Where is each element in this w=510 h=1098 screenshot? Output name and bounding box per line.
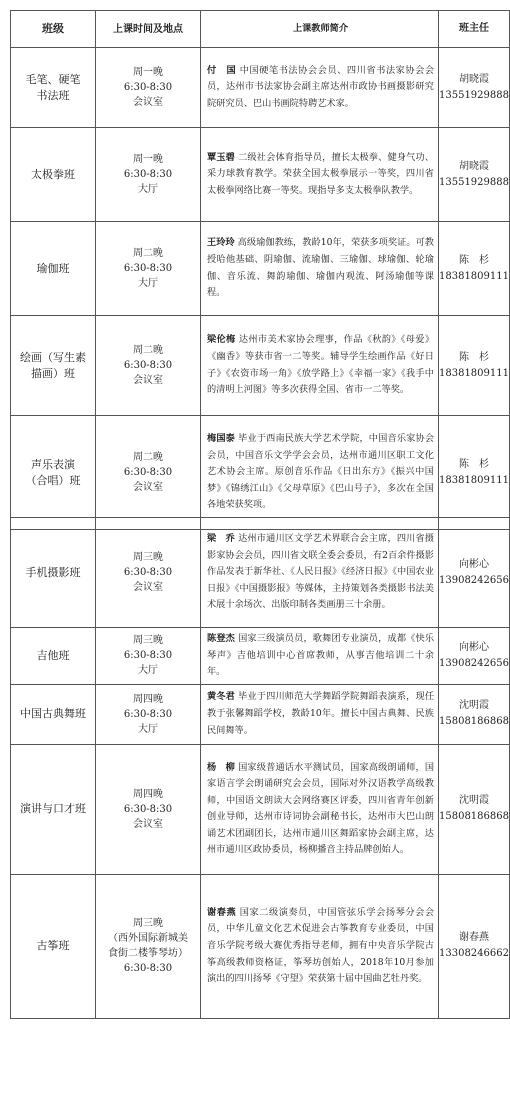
table-header-row [11, 11, 510, 48]
time-place-line: 6:30-8:30 [123, 263, 173, 274]
header-time-place: 上课时间及地点 [96, 11, 201, 48]
teacher-intro-cell [201, 128, 439, 222]
time-place-cell [96, 416, 201, 530]
head-teacher-cell [439, 222, 510, 316]
time-place-line: 6:30-8:30 [123, 467, 173, 478]
teacher-name: 谢春燕 [207, 906, 237, 918]
class-name-line: 手机摄影班 [25, 565, 81, 579]
class-name-line: 书法班 [36, 88, 70, 102]
table-body-2 [11, 518, 510, 1019]
head-teacher-cell [439, 874, 510, 1018]
class-name-cell [11, 128, 96, 222]
time-place-line: 周四晚 [133, 693, 163, 705]
time-place-line: 周三晚 [133, 552, 163, 563]
class-name-line: 毛笔、硬笔 [25, 72, 81, 86]
table-row [11, 416, 510, 530]
head-teacher-name: 陈 杉 [459, 351, 489, 363]
class-name-cell [11, 48, 96, 128]
time-place-line: 食街二楼筝琴坊） [108, 948, 188, 960]
time-place-line: 周二晚 [133, 345, 163, 356]
table-body-1 [11, 48, 510, 530]
teacher-bio: 国家级普通话水平测试员，国家高级朗诵师，国家语言学会朗诵研究会会员，国际对外汉语教学高级教师，中国语文朗读大会网络赛区评委，四川省青年创新创业导师，达州市诗词协会副秘书长，达州市大巴山朗诵艺术团副团长，达州市通川区舞蹈家协会副主席，达州市通川区政协委员，杨柳播音主持品牌创始人。 [207, 761, 435, 856]
table-row [11, 48, 510, 128]
teacher-intro-cell [201, 628, 439, 685]
time-place-line: 会议室 [133, 97, 163, 108]
head-teacher-phone: 18381809111 [439, 367, 509, 379]
teacher-intro-cell [201, 684, 439, 744]
teacher-intro-cell [201, 416, 439, 530]
table-row [11, 128, 510, 222]
head-teacher-phone: 15808186868 [439, 811, 509, 823]
time-place-cell [96, 744, 201, 874]
time-place-cell [96, 316, 201, 416]
table-row [11, 628, 510, 685]
time-place-cell [96, 874, 201, 1018]
teacher-name: 黄冬君 [207, 691, 236, 703]
time-place-line: 周四晚 [133, 788, 163, 800]
header-class: 班级 [11, 11, 96, 48]
time-place-line: 周二晚 [133, 248, 163, 259]
time-place-line: 6:30-8:30 [123, 82, 173, 93]
head-teacher-phone: 13908242656 [439, 657, 509, 669]
table-row [11, 874, 510, 1018]
class-name-line: 古筝班 [36, 939, 70, 953]
head-teacher-phone: 13551929888 [439, 89, 509, 101]
time-place-line: 会议室 [133, 482, 163, 493]
teacher-name: 梅国泰 [207, 433, 236, 445]
class-name-cell [11, 744, 96, 874]
time-place-cell [96, 628, 201, 685]
head-teacher-phone: 18381809111 [439, 474, 509, 486]
table-row [11, 684, 510, 744]
teacher-name: 陈登杰 [207, 633, 236, 644]
teacher-bio: 国家三级演员员，歌舞团专业演员，成都《快乐琴声》吉他培训中心首席教师，从事吉他培训二十余年。 [207, 633, 435, 678]
head-teacher-name: 沈明霞 [459, 795, 489, 807]
teacher-bio: 高级瑜伽教练，教龄10年，荣获多项奖证。可教授哈他基础、阴瑜伽、流瑜伽、三瑜伽、球瑜伽、轮瑜伽、音乐流、舞韵瑜伽、瑜伽内观流、阿汤瑜伽等课程。 [207, 237, 434, 299]
time-place-line: 周三晚 [133, 635, 163, 647]
head-teacher-phone: 15808186868 [439, 716, 509, 728]
head-teacher-cell [439, 316, 510, 416]
class-name-line: 太极拳班 [31, 167, 75, 181]
time-place-line: 6:30-8:30 [123, 708, 173, 720]
head-teacher-phone: 18381809111 [439, 270, 509, 282]
teacher-name: 王玲玲 [207, 237, 235, 249]
time-place-line: 6:30-8:30 [123, 803, 173, 815]
header-head-teacher: 班主任 [439, 11, 510, 48]
head-teacher-name: 陈 杉 [459, 254, 489, 266]
class-name-line: 演讲与口才班 [20, 802, 86, 816]
time-place-line: 会议室 [133, 582, 163, 593]
time-place-cell [96, 518, 201, 628]
head-teacher-name: 向彬心 [459, 558, 489, 570]
teacher-name: 梁伦梅 [207, 334, 236, 346]
time-place-line: 6:30-8:30 [123, 963, 173, 975]
time-place-line: 大厅 [138, 723, 158, 735]
time-place-line: 会议室 [133, 375, 163, 386]
class-name-line: 描画）班 [31, 366, 75, 380]
table-row [11, 316, 510, 416]
teacher-bio: 毕业于四川师范大学舞蹈学院舞蹈表演系，现任教于张馨舞蹈学校，教龄10年。擅长中国古典舞、民族民间舞等。 [207, 691, 435, 736]
teacher-name: 梁 乔 [207, 533, 236, 545]
time-place-line: 会议室 [133, 818, 163, 830]
class-name-cell [11, 316, 96, 416]
time-place-line: 大厅 [138, 665, 158, 677]
teacher-bio: 达州市通川区文学艺术界联合会主席，四川省摄影家协会会员，四川省文联全委会委员，有2百余件摄影作品发表于新华社、《人民日报》《经济日报》《中国农业日报》《中国摄影报》等媒体，主持策划各类摄影书法美术展十余场次、出版印制各类画册三十余册。 [207, 533, 435, 611]
table-row [11, 744, 510, 874]
teacher-name: 杨 柳 [207, 761, 236, 773]
table-row [11, 518, 510, 628]
class-name-cell [11, 628, 96, 685]
class-name-cell [11, 684, 96, 744]
time-place-line: 周一晚 [133, 154, 163, 165]
head-teacher-phone: 13551929888 [439, 176, 509, 188]
head-teacher-name: 谢春燕 [459, 932, 489, 944]
time-place-line: 6:30-8:30 [123, 360, 173, 371]
teacher-intro-cell [201, 316, 439, 416]
time-place-cell [96, 48, 201, 128]
time-place-cell [96, 684, 201, 744]
class-name-line: 声乐表演 [31, 457, 75, 471]
teacher-bio: 二级社会体育指导员，擅长太极拳、健身气功、采力球教育教学。荣获全国太极拳展示一等奖，四川省太极拳网络比赛一等奖。现指导多支太极拳队教学。 [207, 151, 435, 196]
class-name-line: 瑜伽班 [36, 261, 70, 275]
teacher-bio: 中国硬笔书法协会会员、四川省书法家协会会员，达州市书法家协会副主席达州市政协书画摄影研究院研究员、巴山书画院特聘艺术家。 [207, 64, 435, 109]
head-teacher-name: 沈明霞 [459, 700, 489, 712]
time-place-line: 6:30-8:30 [123, 567, 173, 578]
teacher-intro-cell [201, 518, 439, 628]
time-place-line: 6:30-8:30 [123, 650, 173, 662]
class-name-cell [11, 518, 96, 628]
header-intro: 上课教师简介 [201, 11, 439, 48]
table-row [11, 222, 510, 316]
head-teacher-cell [439, 416, 510, 530]
time-place-line: 6:30-8:30 [123, 169, 173, 180]
teacher-intro-cell [201, 744, 439, 874]
class-name-cell [11, 416, 96, 530]
teacher-intro-cell [201, 222, 439, 316]
teacher-bio: 毕业于西南民族大学艺术学院，中国音乐家协会会员，中国音乐文学学会会员，达州市通川区职工文化艺术协会主席。原创音乐作品《日出东方》《振兴中国梦》《锦绣江山》《父母草原》《巴山号子》，多次在全国各地荣获奖项。 [207, 433, 435, 511]
class-name-line: 吉他班 [36, 648, 70, 662]
time-place-cell [96, 128, 201, 222]
head-teacher-cell [439, 128, 510, 222]
class-name-line: 绘画（写生素 [20, 350, 86, 364]
teacher-intro-cell [201, 48, 439, 128]
head-teacher-phone: 13908242656 [439, 574, 509, 586]
head-teacher-cell [439, 744, 510, 874]
teacher-bio: 达州市美术家协会理事，作品《秋韵》《母爱》《幽香》等获市省一二等奖。辅导学生绘画作品《好日子》《农资市场一角》《放学路上》《幸福一家》《我手中的清明上河图》等多次获得全国、省市一二等奖。 [207, 334, 435, 396]
time-place-line: 大厅 [138, 278, 158, 289]
teacher-name: 覃玉碧 [207, 151, 236, 163]
class-name-cell [11, 874, 96, 1018]
head-teacher-cell [439, 684, 510, 744]
time-place-cell [96, 222, 201, 316]
class-name-line: 中国古典舞班 [20, 707, 86, 721]
schedule-table-1 [10, 10, 510, 530]
time-place-line: 周三晚 [133, 918, 163, 930]
class-name-cell [11, 222, 96, 316]
head-teacher-cell [439, 518, 510, 628]
head-teacher-name: 胡晓霞 [459, 73, 489, 85]
time-place-line: 周一晚 [133, 67, 163, 78]
head-teacher-cell [439, 628, 510, 685]
teacher-intro-cell [201, 874, 439, 1018]
head-teacher-cell [439, 48, 510, 128]
time-place-line: （西外国际新城美 [108, 933, 188, 945]
head-teacher-name: 向彬心 [459, 641, 489, 653]
time-place-line: 周二晚 [133, 452, 163, 463]
time-place-line: 大厅 [138, 184, 158, 195]
head-teacher-name: 陈 杉 [459, 458, 489, 470]
teacher-name: 付 国 [207, 64, 237, 76]
class-name-line: （合唱）班 [25, 473, 81, 487]
head-teacher-name: 胡晓霞 [459, 160, 489, 172]
teacher-bio: 国家二级演奏员，中国管弦乐学会扬琴分会会员，中华儿童文化艺术促进会古筝教育专业委员，中国音乐学院考级大赛优秀指导老师，拥有中央音乐学院古筝高级教师资格证，筝琴坊创始人，2018年10月参加演出的四川扬琴《守望》荣获第十届中国曲艺牡丹奖。 [207, 906, 435, 985]
schedule-table-2 [10, 517, 510, 1019]
head-teacher-phone: 13308246662 [439, 948, 509, 960]
